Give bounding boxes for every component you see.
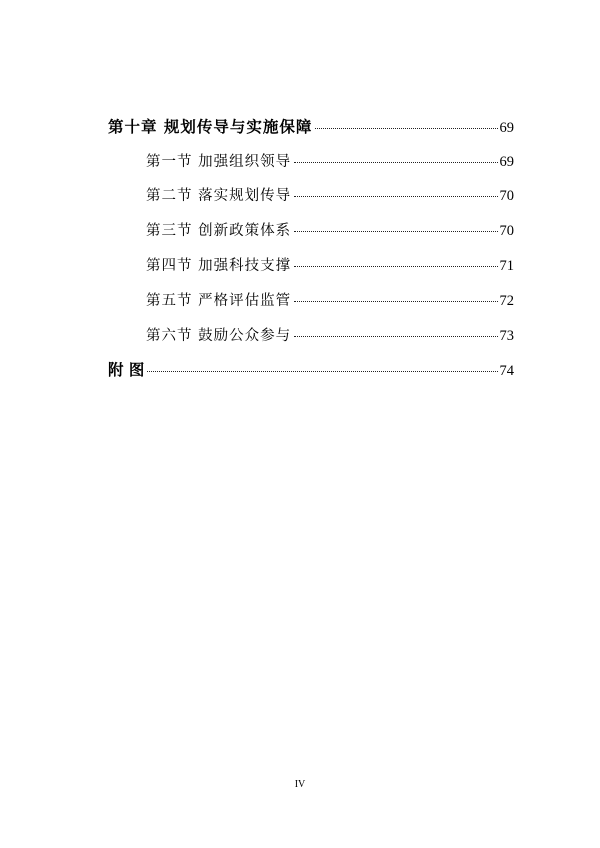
toc-page-number: 70 [499, 188, 514, 204]
toc-entry-title: 第二节 落实规划传导 [146, 188, 292, 204]
toc-page-number: 73 [499, 328, 514, 344]
toc-entry-title: 第六节 鼓励公众参与 [146, 328, 292, 344]
toc-page-number: 69 [499, 154, 514, 170]
toc-page-number: 69 [499, 120, 514, 136]
toc-dot-leader [294, 162, 497, 163]
toc-dot-leader [294, 196, 497, 197]
toc-entry-title: 第四节 加强科技支撑 [146, 258, 292, 274]
toc-entry-title: 附 图 [108, 360, 145, 379]
toc-entry-title: 第一节 加强组织领导 [146, 154, 292, 170]
toc-entry-title: 第五节 严格评估监管 [146, 293, 292, 309]
toc-entry-title: 第十章 规划传导与实施保障 [108, 117, 313, 136]
toc-page-number: 74 [499, 363, 514, 379]
toc-page-number: 71 [499, 258, 514, 274]
toc-dot-leader [294, 336, 497, 337]
toc-dot-leader [294, 266, 497, 267]
toc-entry-section-3[interactable] [146, 219, 514, 240]
toc-entry-section-1[interactable] [146, 150, 514, 171]
toc-dot-leader [294, 231, 497, 232]
toc-dot-leader [147, 371, 497, 372]
toc-entry-title: 第三节 创新政策体系 [146, 223, 292, 239]
toc-page-number: 72 [499, 293, 514, 309]
page-number-footer: IV [294, 779, 306, 790]
toc-page-number: 70 [499, 223, 514, 239]
toc-dot-leader [294, 301, 497, 302]
toc-dot-leader [315, 128, 497, 129]
toc-entry-appendix[interactable] [108, 358, 514, 380]
toc-entry-section-5[interactable] [146, 289, 514, 310]
toc-entry-section-4[interactable] [146, 254, 514, 275]
toc-entry-chapter-10[interactable] [108, 115, 514, 137]
toc-entry-section-2[interactable] [146, 184, 514, 205]
toc-entry-section-6[interactable] [146, 324, 514, 345]
